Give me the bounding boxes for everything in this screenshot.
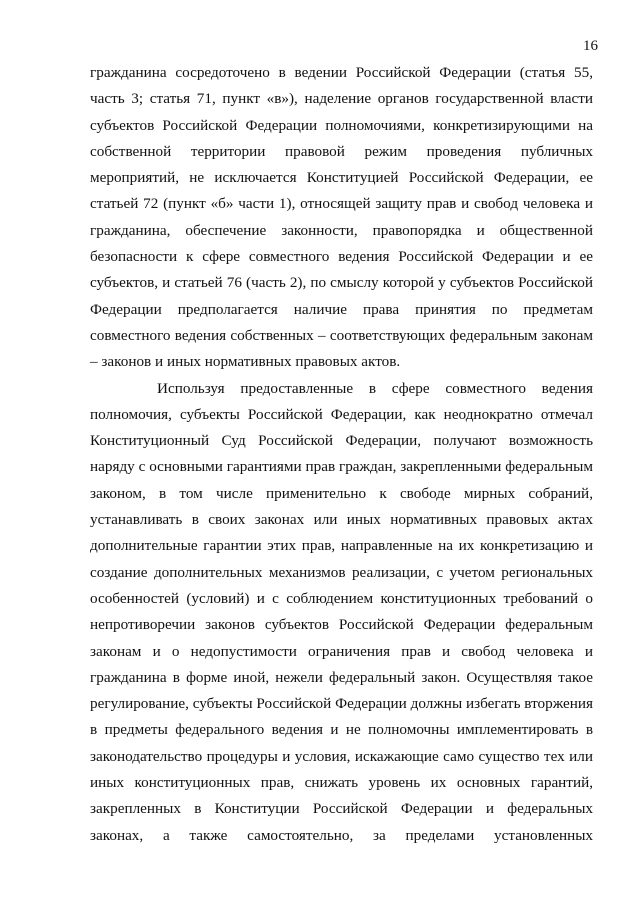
document-body bbox=[90, 60, 593, 849]
body-paragraph: гражданина сосредоточено в ведении Российской Федерации (статья 55, часть 3; статья 71, пункт «в»), наделение органов государственной власти субъектов Российской Федерации полномочиями, конкретизирующими на собственной территории правовой режим проведения публичных мероприятий, не исключается Конституцией Российской Федерации, ее статьей 72 (пункт «б» части 1), относящей защиту прав и свобод человека и гражданина, обеспечение законности, правопорядка и общественной безопасности к сфере совместного ведения Российской Федерации и ее субъектов, и статьей 76 (часть 2), по смыслу которой у субъектов Российской Федерации предполагается наличие права принятия по предметам совместного ведения собственных – соответствующих федеральным законам – законов и иных нормативных правовых актов. bbox=[90, 64, 593, 371]
body-paragraph: Используя предоставленные в сфере совместного ведения полномочия, субъекты Российской Федерации, как неоднократно отмечал Конституционный Суд Российской Федерации, получают возможность наряду с основными гарантиями прав граждан, закрепленными федеральным законом, в том числе применительно к свободе мирных собраний, устанавливать в своих законах или иных нормативных правовых актах дополнительные гарантии этих прав, направленные на их конкретизацию и создание дополнительных механизмов реализации, с учетом региональных особенностей (условий) и с соблюдением конституционных требований о непротиворечии законов субъектов Российской Федерации федеральным законам и о недопустимости ограничения прав и свобод человека и гражданина в форме иной, нежели федеральный закон. Осуществляя такое регулирование, субъекты Российской Федерации должны избегать вторжения в предметы федерального ведения и не полномочны имплементировать в законодательство процедуры и условия, искажающие само существо тех или иных конституционных прав, снижать уровень их основных гарантий, закрепленных в Конституции Российской Федерации и федеральных законах, а также самостоятельно, за пределами установленных bbox=[90, 379, 593, 844]
page-number: 16 bbox=[583, 38, 598, 54]
